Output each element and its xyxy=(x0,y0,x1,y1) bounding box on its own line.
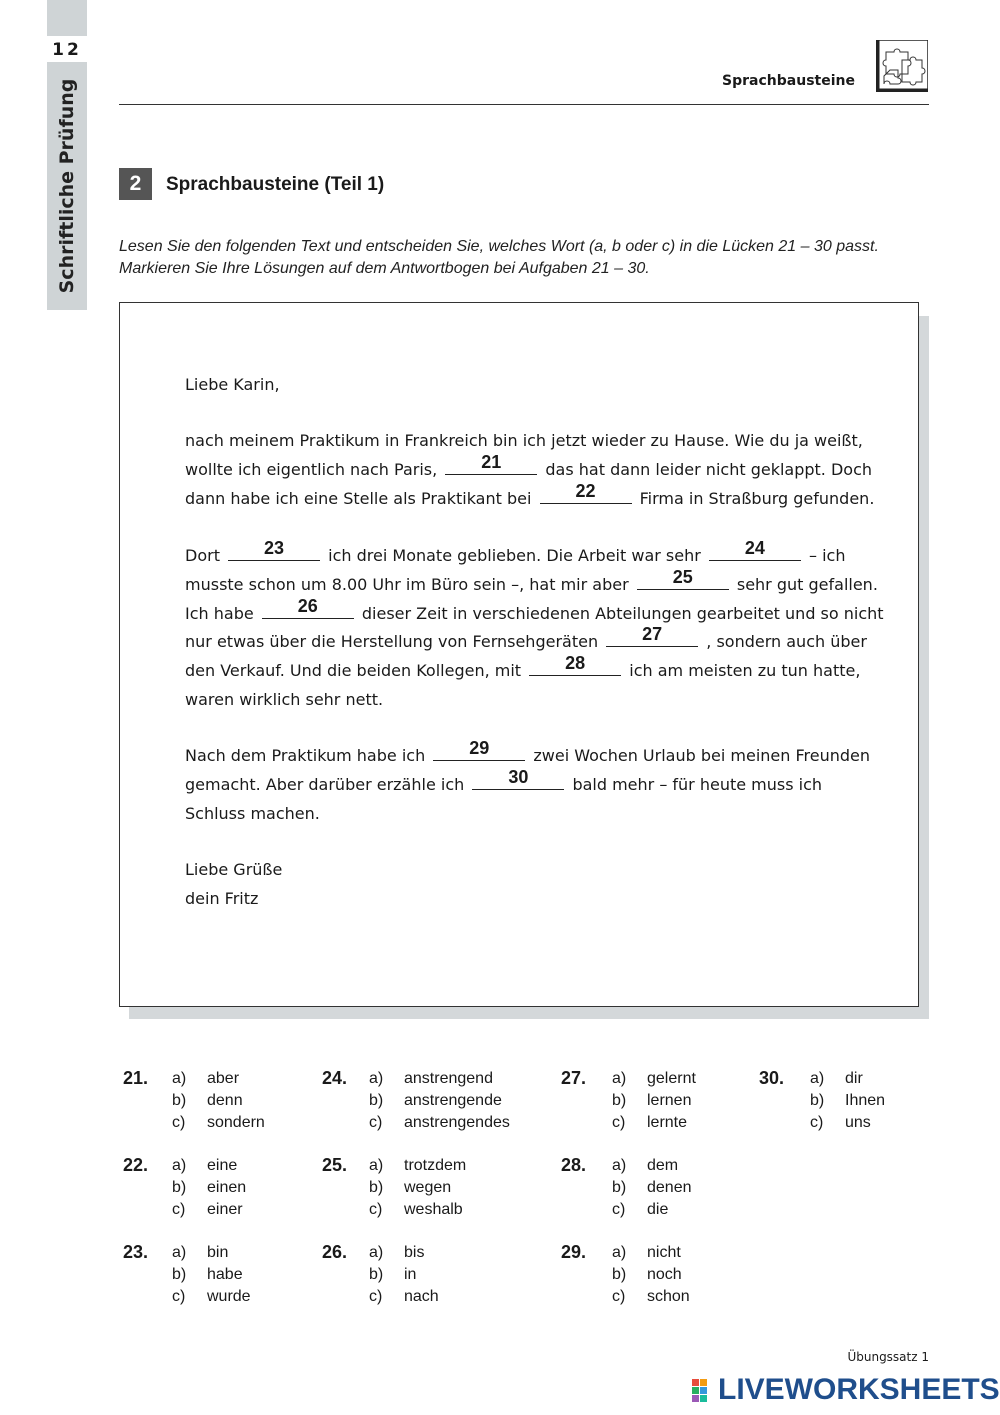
header-title: Sprachbausteine xyxy=(722,73,855,89)
letter-text: – ich xyxy=(809,546,846,565)
question-number: 27. xyxy=(561,1068,587,1088)
option-word: lernen xyxy=(647,1092,692,1109)
option-word: habe xyxy=(207,1266,243,1283)
liveworksheets-logo-icon xyxy=(692,1375,716,1407)
gap-number: 23 xyxy=(264,538,285,558)
option-word: bin xyxy=(207,1244,229,1261)
footer-text: Übungssatz 1 xyxy=(847,1350,929,1364)
section-title: Sprachbausteine (Teil 1) xyxy=(166,174,385,195)
option-letter: c) xyxy=(612,1201,626,1218)
option-letter: b) xyxy=(172,1266,187,1283)
option-letter: b) xyxy=(612,1266,627,1283)
option-word: dir xyxy=(845,1070,863,1087)
option-word: die xyxy=(647,1201,669,1218)
liveworksheets-brand[interactable]: LIVEWORKSHEETS xyxy=(718,1373,1000,1406)
gap-number: 27 xyxy=(642,624,663,644)
option-word: eine xyxy=(207,1157,238,1174)
option-letter: c) xyxy=(369,1201,383,1218)
option-letter: a) xyxy=(612,1157,627,1174)
letter-text: das hat dann leider nicht geklappt. Doch xyxy=(545,460,873,479)
gap-23[interactable] xyxy=(228,538,320,561)
letter-text: gemacht. Aber darüber erzähle ich xyxy=(185,775,465,794)
option-word: bis xyxy=(404,1244,425,1261)
option-word: sondern xyxy=(207,1114,265,1131)
option-letter: a) xyxy=(810,1070,825,1087)
letter-line xyxy=(185,596,884,623)
letter-line xyxy=(185,538,846,565)
question-number: 28. xyxy=(561,1155,587,1175)
gap-27[interactable] xyxy=(606,624,698,647)
option-word: gelernt xyxy=(647,1070,696,1087)
option-letter: b) xyxy=(369,1092,384,1109)
option-letter: a) xyxy=(369,1157,384,1174)
gap-28[interactable] xyxy=(529,653,621,676)
letter-line xyxy=(185,452,873,479)
option-letter: a) xyxy=(172,1157,187,1174)
option-word: einen xyxy=(207,1179,247,1196)
option-letter: a) xyxy=(172,1244,187,1261)
option-word: dem xyxy=(647,1157,679,1174)
gap-24[interactable] xyxy=(709,538,801,561)
option-letter: b) xyxy=(369,1266,384,1283)
gap-21[interactable] xyxy=(445,452,537,475)
gap-number: 25 xyxy=(672,567,693,587)
question-number: 21. xyxy=(123,1068,149,1088)
gap-number: 26 xyxy=(297,596,318,616)
gap-number: 24 xyxy=(744,538,765,558)
letter-text: zwei Wochen Urlaub bei meinen Freunden xyxy=(533,746,870,765)
gap-30[interactable] xyxy=(472,767,564,790)
letter-text: , sondern auch über xyxy=(706,632,867,651)
letter-line xyxy=(185,567,878,594)
option-word: einer xyxy=(207,1201,243,1218)
option-letter: c) xyxy=(369,1288,383,1305)
question-number: 22. xyxy=(123,1155,149,1175)
letter-signature: dein Fritz xyxy=(185,889,259,908)
letter-text: Ich habe xyxy=(185,604,254,623)
option-letter: b) xyxy=(369,1179,384,1196)
option-letter: c) xyxy=(172,1288,186,1305)
question-number: 25. xyxy=(322,1155,348,1175)
option-word: wurde xyxy=(207,1288,251,1305)
letter-text: Nach dem Praktikum habe ich xyxy=(185,746,426,765)
letter-line xyxy=(185,481,875,508)
option-word: nicht xyxy=(647,1244,681,1261)
letter-box xyxy=(119,302,919,1007)
option-word: denn xyxy=(207,1092,243,1109)
gap-25[interactable] xyxy=(637,567,729,590)
option-word: Ihnen xyxy=(845,1092,886,1109)
letter-text: dieser Zeit in verschiedenen Abteilungen gearbeitet und so nicht xyxy=(361,604,884,623)
gap-26[interactable] xyxy=(262,596,354,619)
question-number: 30. xyxy=(759,1068,785,1088)
instruction-line-1: Lesen Sie den folgenden Text und entscheiden Sie, welches Wort (a, b oder c) in die Lücken 21 – 30 passt. xyxy=(119,238,879,255)
letter-line: Schluss machen. xyxy=(185,804,320,823)
section-number-badge: 2 xyxy=(119,168,152,200)
option-word: wegen xyxy=(404,1179,452,1196)
gap-number: 30 xyxy=(508,767,529,787)
letter-closing: Liebe Grüße xyxy=(185,860,283,879)
option-letter: a) xyxy=(612,1244,627,1261)
letter-text: ich am meisten zu tun hatte, xyxy=(629,661,861,680)
option-letter: b) xyxy=(810,1092,825,1109)
question-number: 23. xyxy=(123,1242,149,1262)
option-letter: b) xyxy=(612,1179,627,1196)
letter-text: den Verkauf. Und die beiden Kollegen, mit xyxy=(185,661,522,680)
option-word: aber xyxy=(207,1070,240,1087)
gap-number: 28 xyxy=(565,653,586,673)
option-word: trotzdem xyxy=(404,1157,467,1174)
option-letter: a) xyxy=(172,1070,187,1087)
option-word: nach xyxy=(404,1288,439,1305)
option-word: uns xyxy=(845,1114,871,1131)
page-number: 12 xyxy=(47,38,87,62)
option-letter: c) xyxy=(612,1114,626,1131)
option-letter: c) xyxy=(612,1288,626,1305)
letter-text: nur etwas über die Herstellung von Fernsehgeräten xyxy=(185,632,599,651)
instruction-line-2: Markieren Sie Ihre Lösungen auf dem Antwortbogen bei Aufgaben 21 – 30. xyxy=(119,260,650,277)
letter-text: ich drei Monate geblieben. Die Arbeit war sehr xyxy=(328,546,701,565)
option-word: in xyxy=(404,1266,417,1283)
letter-line xyxy=(185,738,870,765)
option-letter: a) xyxy=(369,1070,384,1087)
letter-text: bald mehr – für heute muss ich xyxy=(572,775,823,794)
question-number: 26. xyxy=(322,1242,348,1262)
option-word: noch xyxy=(647,1266,682,1283)
letter-text: Firma in Straßburg gefunden. xyxy=(639,489,875,508)
gap-22[interactable] xyxy=(540,481,632,504)
side-tab xyxy=(47,62,87,310)
option-letter: c) xyxy=(172,1114,186,1131)
side-tab-top xyxy=(47,0,87,36)
letter-line xyxy=(185,767,823,794)
option-word: weshalb xyxy=(404,1201,463,1218)
option-letter: c) xyxy=(172,1201,186,1218)
gap-number: 22 xyxy=(575,481,596,501)
letter-greeting: Liebe Karin, xyxy=(185,375,280,394)
option-word: anstrengend xyxy=(404,1070,493,1087)
option-letter: a) xyxy=(612,1070,627,1087)
gap-number: 29 xyxy=(469,738,490,758)
letter-line xyxy=(185,624,867,651)
side-tab-label: Schriftliche Prüfung xyxy=(56,78,78,294)
option-letter: b) xyxy=(172,1179,187,1196)
option-letter: c) xyxy=(810,1114,824,1131)
letter-line: nach meinem Praktikum in Frankreich bin ich jetzt wieder zu Hause. Wie du ja weißt, xyxy=(185,431,863,450)
letter-line: waren wirklich sehr nett. xyxy=(185,690,384,709)
letter-text: dann habe ich eine Stelle als Praktikant bei xyxy=(185,489,532,508)
letter-text: musste schon um 8.00 Uhr im Büro sein –, hat mir aber xyxy=(185,575,629,594)
letter-line xyxy=(185,653,861,680)
letter-text: sehr gut gefallen. xyxy=(736,575,878,594)
option-letter: c) xyxy=(369,1114,383,1131)
option-word: denen xyxy=(647,1179,692,1196)
option-letter: b) xyxy=(172,1092,187,1109)
question-number: 29. xyxy=(561,1242,587,1262)
gap-number: 21 xyxy=(481,452,502,472)
letter-text: Dort xyxy=(185,546,220,565)
header-divider xyxy=(119,104,929,105)
gap-29[interactable] xyxy=(433,738,525,761)
puzzle-icon xyxy=(876,40,928,92)
option-word: lernte xyxy=(647,1114,688,1131)
option-word: anstrengendes xyxy=(404,1114,510,1131)
option-letter: b) xyxy=(612,1092,627,1109)
letter-text: wollte ich eigentlich nach Paris, xyxy=(185,460,438,479)
option-word: anstrengende xyxy=(404,1092,502,1109)
option-word: schon xyxy=(647,1288,690,1305)
question-number: 24. xyxy=(322,1068,348,1088)
option-letter: a) xyxy=(369,1244,384,1261)
